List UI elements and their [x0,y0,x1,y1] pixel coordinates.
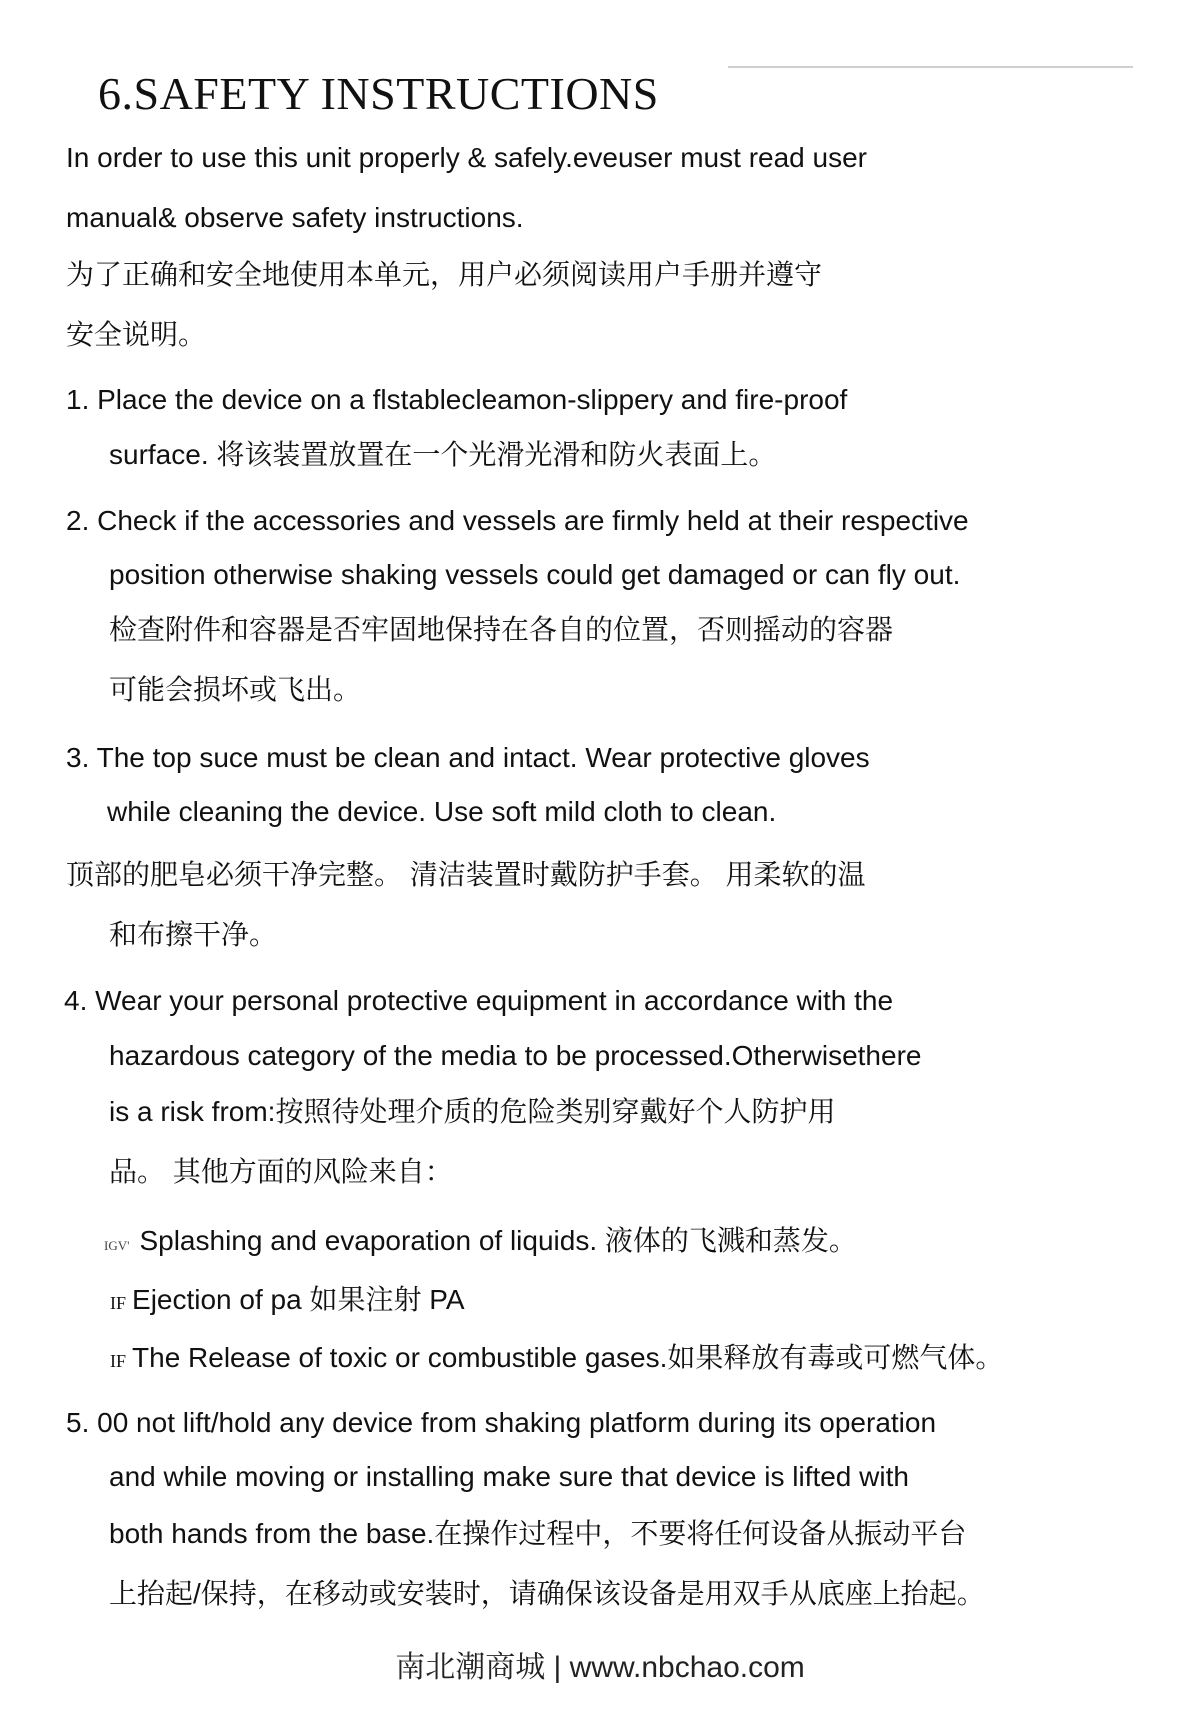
bullet-text: Splashing and evaporation of liquids. 液体的飞溅和蒸发。 [139,1225,857,1256]
item-3-line: while cleaning the device. Use soft mild cloth to clean. [107,796,777,827]
item-5-line: and while moving or installing make sure that device is lifted with [109,1461,909,1492]
risk-bullet [104,1224,857,1263]
item-4-line: hazardous category of the media to be processed.Otherwisethere [109,1040,922,1071]
intro-line: manual& observe safety instructions. [66,202,524,233]
intro-line: In order to use this unit properly & safely.eveuser must read user [66,142,867,173]
item-5-line: 5. 00 not lift/hold any device from shaking platform during its operation [66,1407,937,1438]
item-4-line: 4. Wear your personal protective equipment in accordance with the [64,985,894,1016]
item-3-line: 顶部的肥皂必须干净完整。 清洁装置时戴防护手套。 用柔软的温 [66,859,866,890]
bullet-text: Ejection of pa 如果注射 PA [132,1284,465,1315]
item-2-line: 2. Check if the accessories and vessels are firmly held at their respective [66,505,969,536]
footer-watermark: 南北潮商城 | www.nbchao.com [395,1651,805,1684]
risk-bullet [110,1341,1003,1378]
bullet-mark: IF [110,1293,127,1313]
item-2-line: 检查附件和容器是否牢固地保持在各自的位置，否则摇动的容器 [109,614,894,645]
bullet-text: The Release of toxic or combustible gases.如果释放有毒或可燃气体。 [132,1342,1004,1373]
item-3-line: 和布擦干净。 [109,919,278,950]
bullet-mark: IGV' [104,1238,130,1253]
item-2-line: position otherwise shaking vessels could get damaged or can fly out. [109,559,961,590]
item-2-line: 可能会损坏或飞出。 [109,674,362,705]
intro-line: 安全说明。 [66,319,207,350]
item-4-line: is a risk from:按照待处理介质的危险类别穿戴好个人防护用 [109,1096,836,1127]
item-5-line: both hands from the base.在操作过程中，不要将任何设备从振动平台 [109,1518,967,1549]
page-title: 6.SAFETY INSTRUCTIONS [98,68,659,119]
intro-line: 为了正确和安全地使用本单元，用户必须阅读用户手册并遵守 [66,259,823,290]
risk-bullet [110,1283,465,1320]
item-1-line: surface. 将该装置放置在一个光滑光滑和防火表面上。 [109,439,777,470]
item-5-line: 上抬起/保持，在移动或安装时，请确保该设备是用双手从底座上抬起。 [109,1578,985,1609]
item-1-line: 1. Place the device on a flstablecleamon-slippery and fire-proof [66,384,848,415]
header-rule [728,66,1133,68]
item-4-line: 品。 其他方面的风险来自： [109,1156,453,1187]
bullet-mark: IF [110,1351,127,1371]
item-3-line: 3. The top suce must be clean and intact. Wear protective gloves [66,742,870,773]
